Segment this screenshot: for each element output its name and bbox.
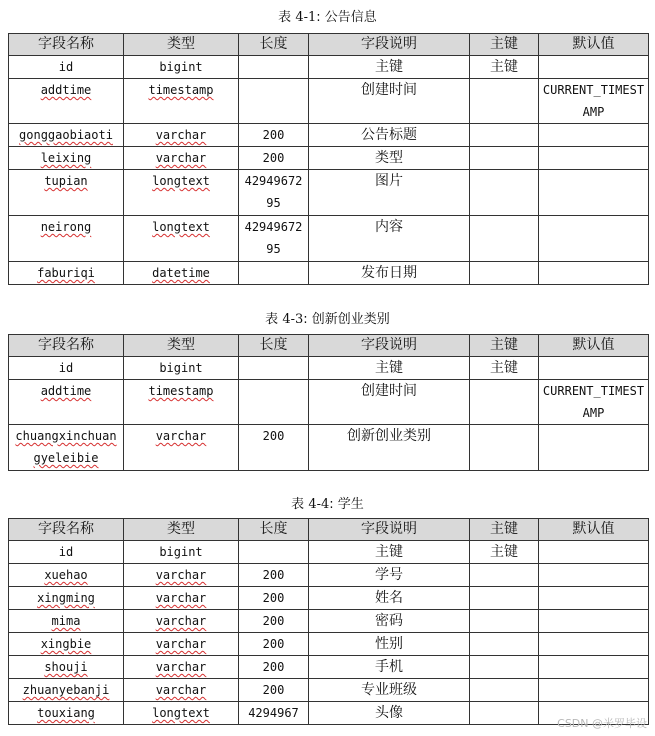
- cell-type: varchar: [155, 637, 207, 651]
- cell-default: [539, 656, 649, 679]
- header-primary-key: 主键: [470, 335, 539, 357]
- cell-name: addtime: [40, 384, 92, 398]
- cell-length: 200: [239, 679, 309, 702]
- table-row: [9, 587, 649, 610]
- cell-description: 密码: [309, 610, 470, 633]
- cell-default: [539, 124, 649, 147]
- table-row: [9, 679, 649, 702]
- table-4-4: [8, 518, 649, 725]
- cell-primary-key: [470, 633, 539, 656]
- cell-name: shouji: [44, 660, 88, 674]
- cell-type: varchar: [155, 568, 207, 582]
- cell-type: varchar: [155, 683, 207, 697]
- table-row: [9, 216, 649, 262]
- cell-default: [539, 564, 649, 587]
- cell-description: 内容: [309, 216, 470, 262]
- cell-length: [239, 79, 309, 124]
- header-default: 默认值: [539, 519, 649, 541]
- cell-primary-key: 主键: [470, 541, 539, 564]
- cell-primary-key: [470, 79, 539, 124]
- cell-default: [539, 147, 649, 170]
- cell-default: [539, 541, 649, 564]
- cell-description: 公告标题: [309, 124, 470, 147]
- cell-description: 创建时间: [309, 79, 470, 124]
- cell-type: timestamp: [148, 83, 214, 97]
- cell-type: varchar: [155, 591, 207, 605]
- cell-primary-key: [470, 656, 539, 679]
- table-row: [9, 147, 649, 170]
- header-primary-key: 主键: [470, 519, 539, 541]
- cell-name: id: [9, 357, 124, 380]
- cell-name: zhuanyebanji: [22, 683, 110, 697]
- cell-type: longtext: [152, 706, 210, 720]
- cell-length: 200: [239, 147, 309, 170]
- cell-type: datetime: [152, 266, 210, 280]
- cell-length: [239, 56, 309, 79]
- header-primary-key: 主键: [470, 34, 539, 56]
- header-type: 类型: [124, 335, 239, 357]
- cell-default: [539, 56, 649, 79]
- cell-length: 4294967: [239, 702, 309, 725]
- watermark: CSDN @米罗毕设: [557, 717, 647, 730]
- header-row: [9, 34, 649, 56]
- cell-type: longtext: [152, 174, 210, 188]
- cell-length: 200: [239, 564, 309, 587]
- cell-description: 专业班级: [309, 679, 470, 702]
- cell-name: addtime: [40, 83, 92, 97]
- cell-length: 200: [239, 610, 309, 633]
- table-row: [9, 610, 649, 633]
- header-description: 字段说明: [309, 335, 470, 357]
- cell-length: 200: [239, 124, 309, 147]
- table-4-3: [8, 334, 649, 471]
- cell-description: 头像: [309, 702, 470, 725]
- cell-type: varchar: [155, 614, 207, 628]
- cell-name: xuehao: [44, 568, 88, 582]
- table-row: [9, 425, 649, 471]
- header-length: 长度: [239, 335, 309, 357]
- cell-description: 创新创业类别: [309, 425, 470, 471]
- cell-length: 200: [239, 656, 309, 679]
- cell-primary-key: [470, 610, 539, 633]
- cell-type: varchar: [155, 429, 207, 443]
- cell-description: 图片: [309, 170, 470, 216]
- cell-length: 4294967295: [239, 170, 309, 216]
- cell-primary-key: [470, 380, 539, 425]
- cell-length: [239, 380, 309, 425]
- table-row: [9, 124, 649, 147]
- cell-primary-key: [470, 425, 539, 471]
- header-default: 默认值: [539, 34, 649, 56]
- table-row: [9, 380, 649, 425]
- cell-length: 4294967295: [239, 216, 309, 262]
- cell-default: [539, 216, 649, 262]
- cell-type: longtext: [152, 220, 210, 234]
- table-row: [9, 56, 649, 79]
- cell-name: gonggaobiaoti: [19, 128, 113, 142]
- cell-description: 创建时间: [309, 380, 470, 425]
- cell-name: mima: [51, 614, 81, 628]
- cell-primary-key: [470, 170, 539, 216]
- table-4-1: [8, 33, 649, 285]
- header-field-name: 字段名称: [9, 335, 124, 357]
- cell-type: bigint: [124, 56, 239, 79]
- cell-type: bigint: [124, 541, 239, 564]
- cell-description: 主键: [309, 357, 470, 380]
- cell-name: touxiang: [37, 706, 95, 720]
- cell-description: 手机: [309, 656, 470, 679]
- cell-name: tupian: [44, 174, 88, 188]
- cell-description: 主键: [309, 541, 470, 564]
- cell-primary-key: [470, 679, 539, 702]
- cell-name: id: [9, 541, 124, 564]
- table-row: [9, 79, 649, 124]
- cell-default: [539, 357, 649, 380]
- cell-description: 学号: [309, 564, 470, 587]
- header-type: 类型: [124, 519, 239, 541]
- header-description: 字段说明: [309, 34, 470, 56]
- cell-type: varchar: [155, 660, 207, 674]
- cell-length: [239, 262, 309, 285]
- cell-name: id: [9, 56, 124, 79]
- header-row: [9, 519, 649, 541]
- cell-name: chuangxinchuangyeleibie: [15, 429, 117, 465]
- cell-type: varchar: [155, 151, 207, 165]
- table-row: [9, 170, 649, 216]
- header-length: 长度: [239, 519, 309, 541]
- cell-primary-key: [470, 124, 539, 147]
- cell-length: 200: [239, 587, 309, 610]
- table-row: [9, 357, 649, 380]
- header-field-name: 字段名称: [9, 34, 124, 56]
- header-default: 默认值: [539, 335, 649, 357]
- cell-default: [539, 679, 649, 702]
- cell-primary-key: [470, 702, 539, 725]
- cell-type: timestamp: [148, 384, 214, 398]
- cell-default: [539, 262, 649, 285]
- cell-description: 姓名: [309, 587, 470, 610]
- header-description: 字段说明: [309, 519, 470, 541]
- cell-primary-key: [470, 147, 539, 170]
- cell-type: bigint: [124, 357, 239, 380]
- cell-description: 类型: [309, 147, 470, 170]
- cell-default: [539, 633, 649, 656]
- cell-length: 200: [239, 425, 309, 471]
- cell-name: faburiqi: [37, 266, 95, 280]
- cell-primary-key: 主键: [470, 56, 539, 79]
- cell-name: xingbie: [40, 637, 92, 651]
- cell-description: 性别: [309, 633, 470, 656]
- table-row: [9, 541, 649, 564]
- cell-name: neirong: [40, 220, 92, 234]
- header-length: 长度: [239, 34, 309, 56]
- cell-primary-key: 主键: [470, 357, 539, 380]
- cell-description: 主键: [309, 56, 470, 79]
- cell-name: leixing: [40, 151, 92, 165]
- caption-table-4-3: 表 4-3: 创新创业类别: [265, 312, 390, 327]
- cell-primary-key: [470, 262, 539, 285]
- header-row: [9, 335, 649, 357]
- header-type: 类型: [124, 34, 239, 56]
- cell-length: [239, 541, 309, 564]
- header-field-name: 字段名称: [9, 519, 124, 541]
- cell-default: [539, 170, 649, 216]
- table-row: [9, 702, 649, 725]
- table-row: [9, 564, 649, 587]
- cell-default: [539, 587, 649, 610]
- cell-default: [539, 610, 649, 633]
- cell-default: [539, 425, 649, 471]
- cell-length: [239, 357, 309, 380]
- cell-type: varchar: [155, 128, 207, 142]
- cell-default: CURRENT_TIMESTAMP: [539, 79, 649, 124]
- cell-primary-key: [470, 216, 539, 262]
- cell-name: xingming: [37, 591, 95, 605]
- table-row: [9, 656, 649, 679]
- caption-table-4-1: 表 4-1: 公告信息: [278, 10, 377, 25]
- cell-primary-key: [470, 564, 539, 587]
- cell-length: 200: [239, 633, 309, 656]
- cell-default: CURRENT_TIMESTAMP: [539, 380, 649, 425]
- caption-table-4-4: 表 4-4: 学生: [291, 497, 364, 512]
- cell-description: 发布日期: [309, 262, 470, 285]
- cell-primary-key: [470, 587, 539, 610]
- table-row: [9, 262, 649, 285]
- table-row: [9, 633, 649, 656]
